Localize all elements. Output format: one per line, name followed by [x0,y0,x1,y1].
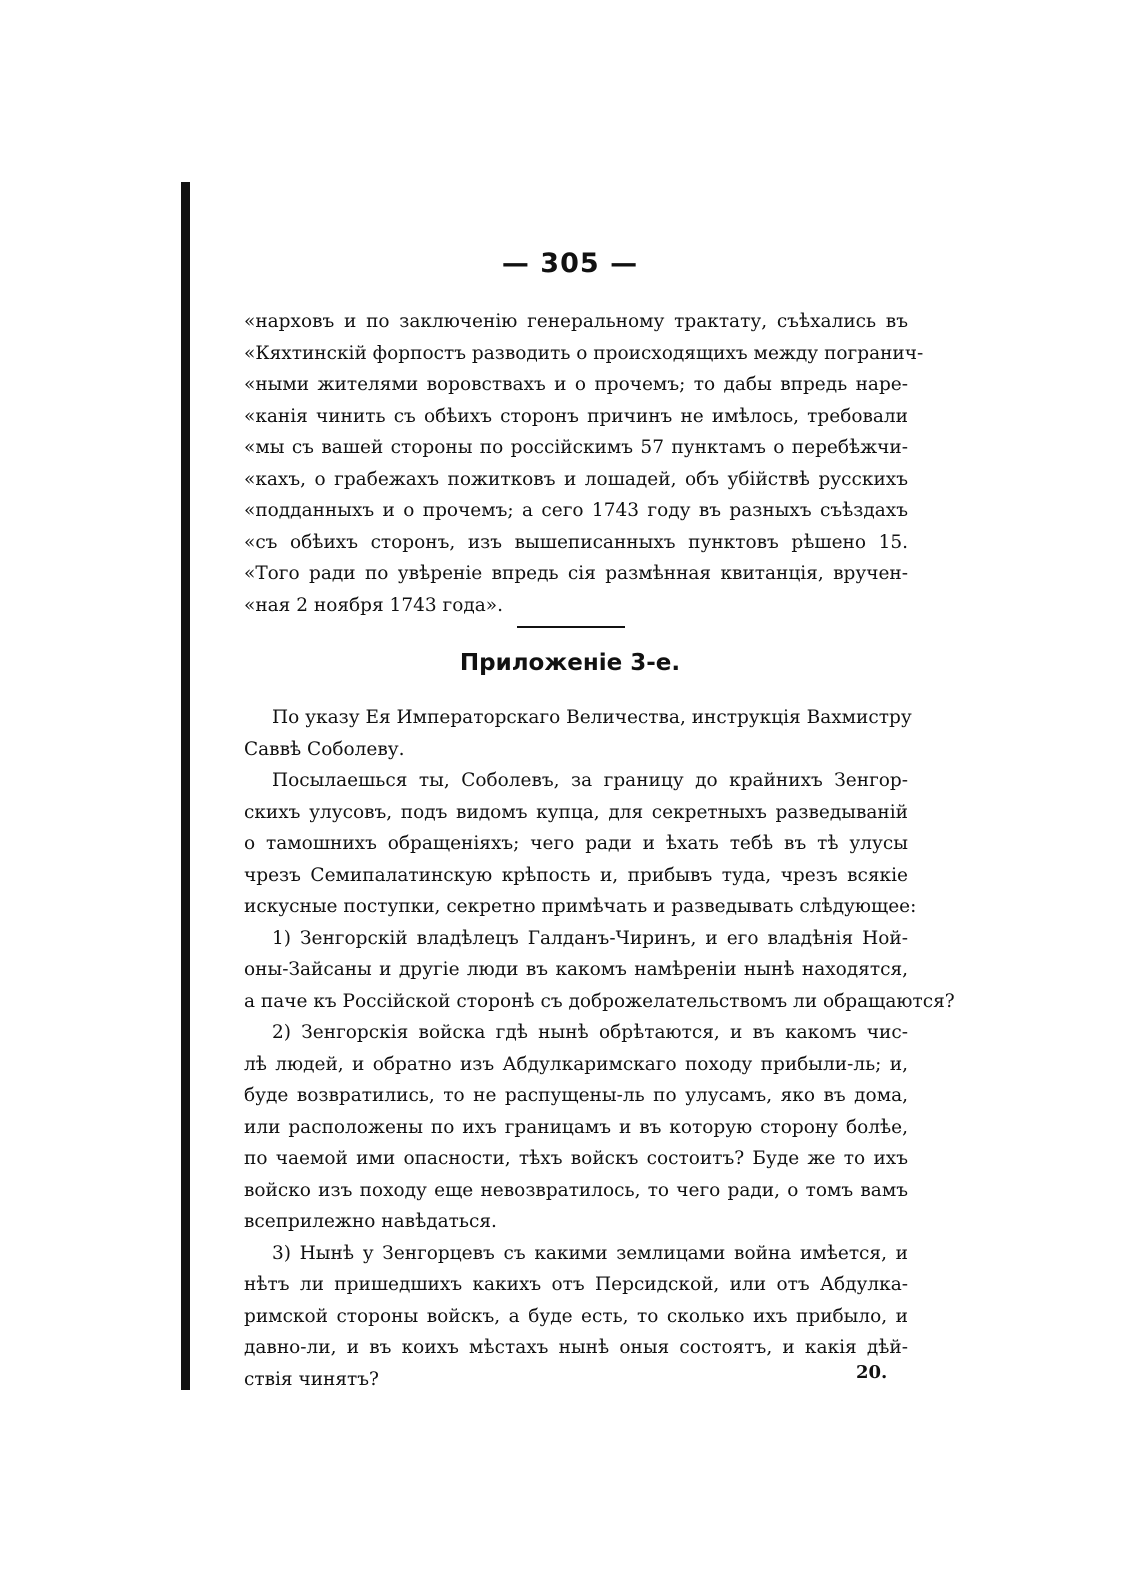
quoted-receipt-text [244,306,924,621]
text-line: давно-ли, и въ коихъ мѣстахъ нынѣ оныя состоятъ, и какiя дѣй- [244,1337,908,1358]
text-line: 1) Зенгорскiй владѣлецъ Галданъ-Чиринъ, и его владѣнiя Ной- [272,927,908,949]
text-line: чрезъ Семипалатинскую крѣпость и, прибывъ туда, чрезъ всякiе [244,864,908,886]
text-line: По указу Ея Императорскаго Величества, инструкцiя Вахмистру [272,707,912,728]
text-line: войско изъ походу еще невозвратилось, то чего ради, о томъ вамъ [244,1179,908,1201]
text-line: всеприлежно навѣдаться. [244,1211,497,1232]
text-line: «подданныхъ и о прочемъ; а сего 1743 году въ разныхъ съѣздахъ [244,500,908,521]
signature-mark: 20. [856,1362,888,1383]
text-line: «нарховъ и по заключенiю генеральному трактату, съѣхались въ [244,311,908,332]
appendix-title: Приложенiе 3-е. [459,650,681,676]
text-line: скихъ улусовъ, подъ видомъ купца, для секретныхъ разведыванiй [244,801,908,823]
text-line: «мы съ вашей стороны по россiйскимъ 57 пунктамъ о перебѣжчи- [244,437,908,458]
instruction-text [244,702,955,1395]
text-line: оны-Зайсаны и другiе люди въ какомъ намѣренiи нынѣ находятся, [244,959,908,980]
text-line: 2) Зенгорскiя войска гдѣ нынѣ обрѣтаются, и въ какомъ чис- [272,1022,908,1043]
text-line: по чаемой ими опасности, тѣхъ войскъ состоитъ? Буде же то ихъ [244,1148,908,1169]
text-line: «Кяхтинскiй форпостъ разводить о происходящихъ между погранич- [244,342,924,364]
text-line: а паче къ Россiйской сторонѣ съ доброжелательствомъ ли обращаются? [244,990,955,1012]
text-line: нѣтъ ли пришедшихъ какихъ отъ Персидской, или отъ Абдулка- [244,1274,908,1295]
text-line: «ными жителями воровствахъ и о прочемъ; то дабы впредь наре- [244,374,908,395]
text-line: римской стороны войскъ, а буде есть, то сколько ихъ прибыло, и [244,1305,908,1327]
text-line: «ная 2 ноября 1743 года». [244,594,503,616]
text-line: Посылаешься ты, Соболевъ, за границу до крайнихъ Зенгор- [272,770,908,791]
text-line: «Того ради по увѣренiе впредь сiя размѣнная квитанцiя, вручен- [244,563,908,584]
binding-edge-rule [181,182,190,1390]
text-line: «канiя чинить съ обѣихъ сторонъ причинъ не имѣлось, требовали [244,405,908,427]
text-line: или расположены по ихъ границамъ и въ которую сторону болѣе, [244,1116,908,1138]
text-line: 3) Нынѣ у Зенгорцевъ съ какими землицами война имѣется, и [272,1242,908,1264]
text-line: о тамошнихъ обращенiяхъ; чего ради и ѣхать тебѣ въ тѣ улусы [244,833,908,854]
section-divider-rule [517,626,625,628]
text-line: буде возвратились, то не распущены-ль по улусамъ, яко въ дома, [244,1085,908,1106]
page-number: — 305 — [501,248,639,279]
text-line: Саввѣ Соболеву. [244,738,405,760]
text-line: ствiя чинятъ? [244,1368,379,1390]
text-line: «съ обѣихъ сторонъ, изъ вышеписанныхъ пунктовъ рѣшено 15. [244,531,908,553]
text-line: лѣ людей, и обратно изъ Абдулкаримскаго походу прибыли-ль; и, [244,1053,908,1075]
text-line: искусные поступки, секретно примѣчать и разведывать слѣдующее: [244,896,917,917]
text-line: «кахъ, о грабежахъ пожитковъ и лошадей, объ убiйствѣ русскихъ [244,468,908,490]
